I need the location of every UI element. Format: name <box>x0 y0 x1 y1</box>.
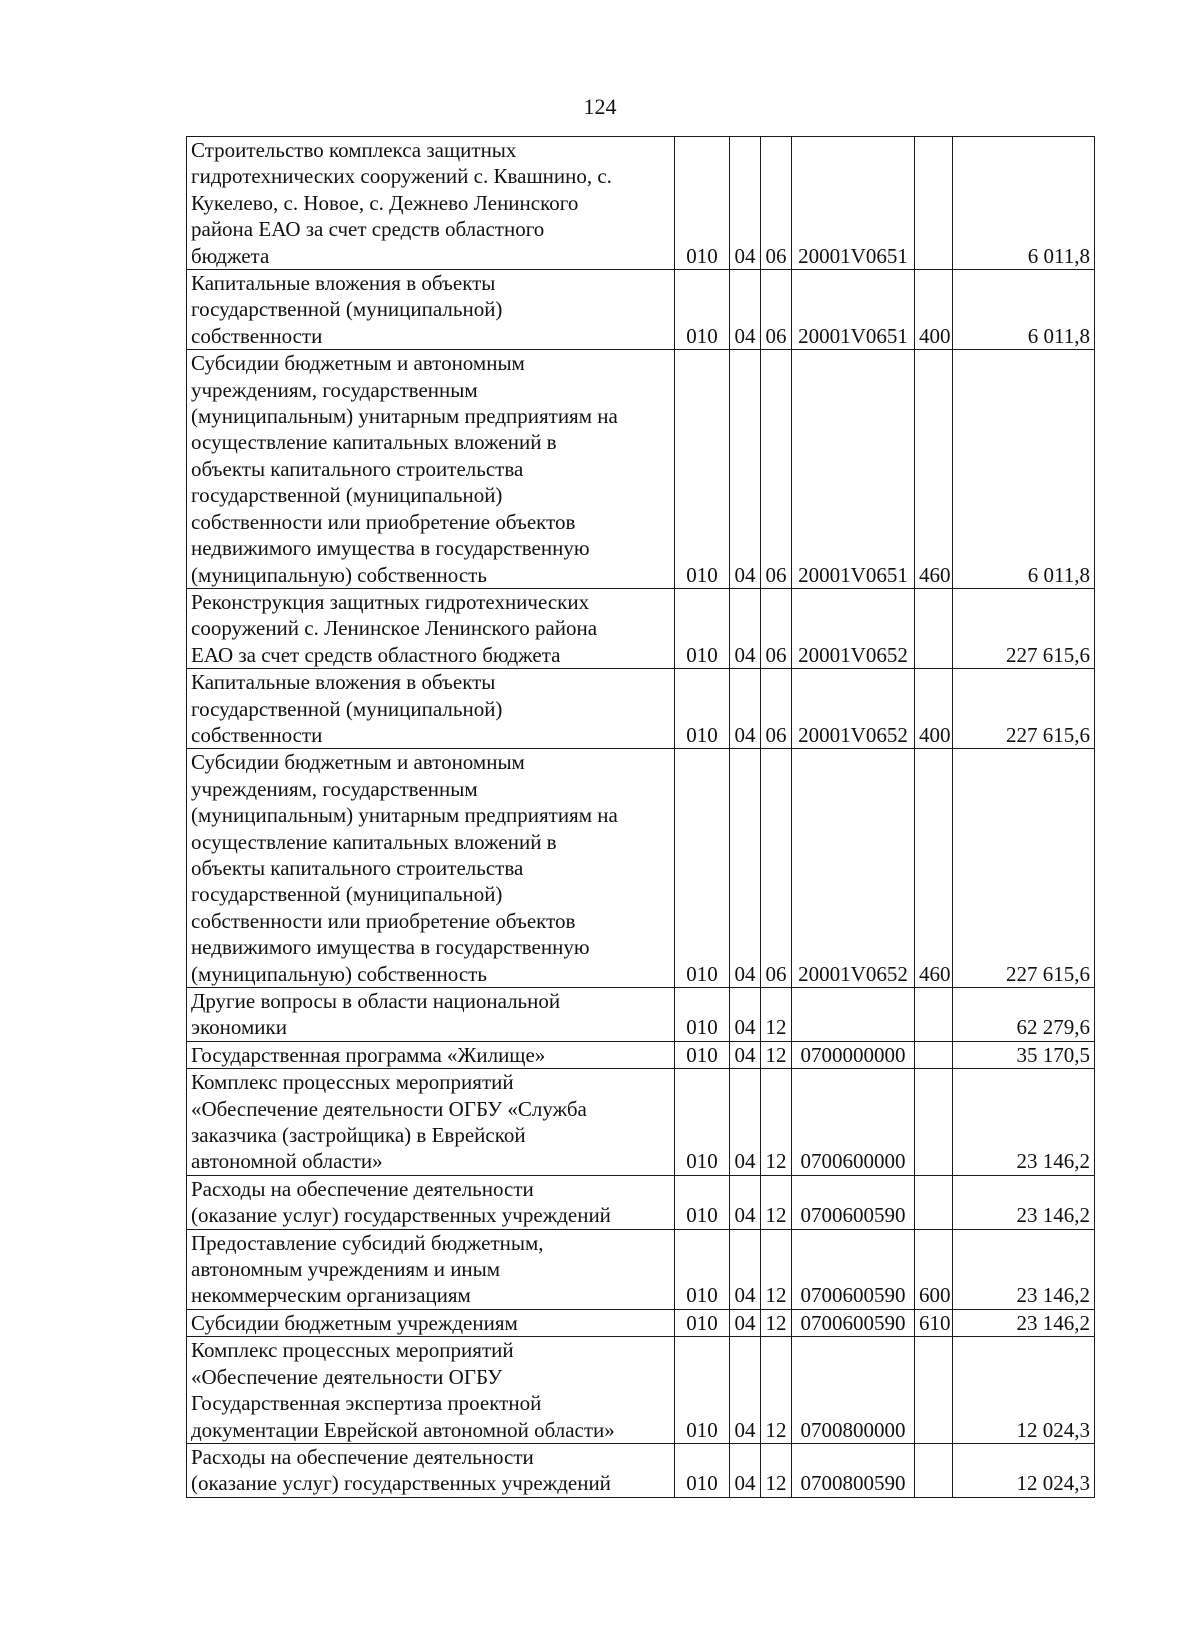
section-code-cell: 04 <box>730 749 761 988</box>
expense-name-line: района ЕАО за счет средств областного <box>191 217 545 242</box>
expense-name-line: Государственная программа «Жилище» <box>191 1042 546 1067</box>
expense-name-line: Субсидии бюджетным и автономным <box>191 750 525 775</box>
amount-cell: 227 615,6 <box>953 749 1095 988</box>
expense-name-line: Государственная экспертиза проектной <box>191 1391 542 1416</box>
expense-name-cell <box>187 669 675 749</box>
subsection-code-cell: 12 <box>761 1041 792 1068</box>
ministry-code-cell: 010 <box>675 1443 730 1497</box>
expense-name-line: учреждениям, государственным <box>191 776 478 801</box>
expense-name-line: собственности <box>191 722 323 747</box>
section-code-cell: 04 <box>730 1337 761 1444</box>
expense-name-line: заказчика (застройщика) в Еврейской <box>191 1123 526 1148</box>
target-article-code-cell: 0700600590 <box>792 1229 915 1309</box>
expense-name-line: Расходы на обеспечение деятельности <box>191 1444 534 1469</box>
expense-name-cell <box>187 749 675 988</box>
ministry-code-cell: 010 <box>675 1229 730 1309</box>
ministry-code-cell: 010 <box>675 270 730 350</box>
amount-cell: 6 011,8 <box>953 270 1095 350</box>
section-code-cell: 04 <box>730 669 761 749</box>
expense-name-line: Реконструкция защитных гидротехнических <box>191 589 590 614</box>
subsection-code-cell: 12 <box>761 988 792 1042</box>
expense-name-line: экономики <box>191 1015 287 1040</box>
target-article-code-cell: 0700800590 <box>792 1443 915 1497</box>
table-row <box>187 1309 1095 1336</box>
amount-cell: 35 170,5 <box>953 1041 1095 1068</box>
ministry-code-cell: 010 <box>675 1069 730 1176</box>
section-code-cell: 04 <box>730 1309 761 1336</box>
target-article-code-cell: 0700800000 <box>792 1337 915 1444</box>
table-row <box>187 1069 1095 1176</box>
expense-name-line: недвижимого имущества в государственную <box>191 935 590 960</box>
expense-name-cell <box>187 1309 675 1336</box>
amount-cell: 23 146,2 <box>953 1309 1095 1336</box>
expense-name-line: государственной (муниципальной) <box>191 483 503 508</box>
budget-table <box>186 136 1095 1498</box>
ministry-code-cell: 010 <box>675 1175 730 1229</box>
expense-name-line: (муниципальную) собственность <box>191 562 487 587</box>
expense-name-line: (оказание услуг) государственных учреждений <box>191 1471 611 1496</box>
section-code-cell: 04 <box>730 1229 761 1309</box>
expense-name-line: бюджета <box>191 243 270 268</box>
target-article-code-cell: 0700600590 <box>792 1309 915 1336</box>
target-article-code-cell: 20001V0652 <box>792 588 915 668</box>
expense-name-line: Капитальные вложения в объекты <box>191 271 496 296</box>
expense-name-line: учреждениям, государственным <box>191 377 478 402</box>
table-row <box>187 350 1095 589</box>
expense-type-code-cell <box>915 988 953 1042</box>
expense-name-line: (муниципальным) унитарным предприятиям на <box>191 404 618 429</box>
expense-name-line: автономным учреждениям и иным <box>191 1257 501 1282</box>
amount-cell: 6 011,8 <box>953 137 1095 270</box>
expense-name-cell <box>187 1041 675 1068</box>
target-article-code-cell: 0700000000 <box>792 1041 915 1068</box>
section-code-cell: 04 <box>730 350 761 589</box>
expense-name-cell <box>187 1443 675 1497</box>
expense-type-code-cell <box>915 588 953 668</box>
expense-name-line: недвижимого имущества в государственную <box>191 536 590 561</box>
expense-name-line: Комплекс процессных мероприятий <box>191 1070 514 1095</box>
target-article-code-cell: 20001V0651 <box>792 350 915 589</box>
table-row <box>187 1443 1095 1497</box>
expense-name-line: автономной области» <box>191 1149 383 1174</box>
expense-name-line: (муниципальным) унитарным предприятиям на <box>191 803 618 828</box>
subsection-code-cell: 12 <box>761 1443 792 1497</box>
expense-name-line: Субсидии бюджетным учреждениям <box>191 1310 518 1335</box>
ministry-code-cell: 010 <box>675 1041 730 1068</box>
expense-name-line: Капитальные вложения в объекты <box>191 670 496 695</box>
subsection-code-cell: 06 <box>761 137 792 270</box>
expense-name-cell <box>187 1069 675 1176</box>
section-code-cell: 04 <box>730 137 761 270</box>
ministry-code-cell: 010 <box>675 350 730 589</box>
expense-name-line: гидротехнических сооружений с. Квашнино, с. <box>191 164 612 189</box>
subsection-code-cell: 06 <box>761 588 792 668</box>
ministry-code-cell: 010 <box>675 988 730 1042</box>
section-code-cell: 04 <box>730 1041 761 1068</box>
expense-name-line: государственной (муниципальной) <box>191 297 503 322</box>
expense-type-code-cell <box>915 1175 953 1229</box>
amount-cell: 6 011,8 <box>953 350 1095 589</box>
ministry-code-cell: 010 <box>675 588 730 668</box>
ministry-code-cell: 010 <box>675 1337 730 1444</box>
page-number: 124 <box>583 94 617 119</box>
expense-name-cell <box>187 988 675 1042</box>
subsection-code-cell: 12 <box>761 1309 792 1336</box>
table-row <box>187 1041 1095 1068</box>
expense-name-cell <box>187 137 675 270</box>
table-row <box>187 1175 1095 1229</box>
target-article-code-cell: 20001V0651 <box>792 137 915 270</box>
expense-type-code-cell: 400 <box>915 669 953 749</box>
section-code-cell: 04 <box>730 1175 761 1229</box>
target-article-code-cell <box>792 988 915 1042</box>
amount-cell: 12 024,3 <box>953 1443 1095 1497</box>
table-row <box>187 137 1095 270</box>
expense-name-cell <box>187 1175 675 1229</box>
table-row <box>187 270 1095 350</box>
expense-type-code-cell: 610 <box>915 1309 953 1336</box>
section-code-cell: 04 <box>730 988 761 1042</box>
target-article-code-cell: 20001V0651 <box>792 270 915 350</box>
expense-name-line: Комплекс процессных мероприятий <box>191 1338 514 1363</box>
expense-name-line: сооружений с. Ленинское Ленинского района <box>191 616 598 641</box>
subsection-code-cell: 06 <box>761 350 792 589</box>
target-article-code-cell: 20001V0652 <box>792 749 915 988</box>
expense-name-line: объекты капитального строительства <box>191 456 524 481</box>
amount-cell: 23 146,2 <box>953 1175 1095 1229</box>
budget-table-body <box>187 137 1095 1498</box>
target-article-code-cell: 0700600590 <box>792 1175 915 1229</box>
table-row <box>187 588 1095 668</box>
expense-name-cell <box>187 588 675 668</box>
table-row <box>187 988 1095 1042</box>
expense-name-line: Расходы на обеспечение деятельности <box>191 1176 534 1201</box>
expense-name-line: осуществление капитальных вложений в <box>191 829 557 854</box>
subsection-code-cell: 06 <box>761 669 792 749</box>
expense-type-code-cell <box>915 1443 953 1497</box>
expense-name-line: «Обеспечение деятельности ОГБУ «Служба <box>191 1096 587 1121</box>
subsection-code-cell: 12 <box>761 1175 792 1229</box>
subsection-code-cell: 12 <box>761 1229 792 1309</box>
subsection-code-cell: 12 <box>761 1069 792 1176</box>
expense-name-line: собственности <box>191 323 323 348</box>
expense-name-line: осуществление капитальных вложений в <box>191 430 557 455</box>
expense-name-line: документации Еврейской автономной области» <box>191 1417 615 1442</box>
section-code-cell: 04 <box>730 1069 761 1176</box>
section-code-cell: 04 <box>730 1443 761 1497</box>
expense-name-cell <box>187 1229 675 1309</box>
expense-name-line: Строительство комплекса защитных <box>191 138 517 162</box>
expense-type-code-cell: 600 <box>915 1229 953 1309</box>
expense-type-code-cell <box>915 1069 953 1176</box>
expense-type-code-cell: 460 <box>915 350 953 589</box>
amount-cell: 62 279,6 <box>953 988 1095 1042</box>
expense-name-cell <box>187 270 675 350</box>
subsection-code-cell: 06 <box>761 749 792 988</box>
expense-type-code-cell <box>915 137 953 270</box>
table-row <box>187 1337 1095 1444</box>
table-row <box>187 749 1095 988</box>
expense-name-line: Другие вопросы в области национальной <box>191 989 561 1013</box>
ministry-code-cell: 010 <box>675 669 730 749</box>
amount-cell: 23 146,2 <box>953 1229 1095 1309</box>
expense-name-cell <box>187 1337 675 1444</box>
target-article-code-cell: 0700600000 <box>792 1069 915 1176</box>
expense-name-line: Предоставление субсидий бюджетным, <box>191 1230 544 1255</box>
expense-name-line: ЕАО за счет средств областного бюджета <box>191 642 561 667</box>
expense-type-code-cell: 400 <box>915 270 953 350</box>
ministry-code-cell: 010 <box>675 137 730 270</box>
expense-name-line: (оказание услуг) государственных учреждений <box>191 1203 611 1228</box>
expense-type-code-cell <box>915 1337 953 1444</box>
target-article-code-cell: 20001V0652 <box>792 669 915 749</box>
expense-name-cell <box>187 350 675 589</box>
expense-name-line: объекты капитального строительства <box>191 855 524 880</box>
amount-cell: 23 146,2 <box>953 1069 1095 1176</box>
expense-name-line: Субсидии бюджетным и автономным <box>191 351 525 376</box>
section-code-cell: 04 <box>730 270 761 350</box>
expense-name-line: Кукелево, с. Новое, с. Дежнево Ленинского <box>191 190 579 215</box>
expense-name-line: (муниципальную) собственность <box>191 961 487 986</box>
ministry-code-cell: 010 <box>675 749 730 988</box>
ministry-code-cell: 010 <box>675 1309 730 1336</box>
expense-name-line: собственности или приобретение объектов <box>191 509 576 534</box>
amount-cell: 227 615,6 <box>953 588 1095 668</box>
expense-name-line: собственности или приобретение объектов <box>191 908 576 933</box>
amount-cell: 227 615,6 <box>953 669 1095 749</box>
expense-name-line: «Обеспечение деятельности ОГБУ <box>191 1364 503 1389</box>
amount-cell: 12 024,3 <box>953 1337 1095 1444</box>
table-row <box>187 1229 1095 1309</box>
subsection-code-cell: 12 <box>761 1337 792 1444</box>
table-row <box>187 669 1095 749</box>
expense-type-code-cell <box>915 1041 953 1068</box>
section-code-cell: 04 <box>730 588 761 668</box>
subsection-code-cell: 06 <box>761 270 792 350</box>
expense-name-line: некоммерческим организациям <box>191 1283 471 1308</box>
expense-type-code-cell: 460 <box>915 749 953 988</box>
expense-name-line: государственной (муниципальной) <box>191 696 503 721</box>
expense-name-line: государственной (муниципальной) <box>191 882 503 907</box>
